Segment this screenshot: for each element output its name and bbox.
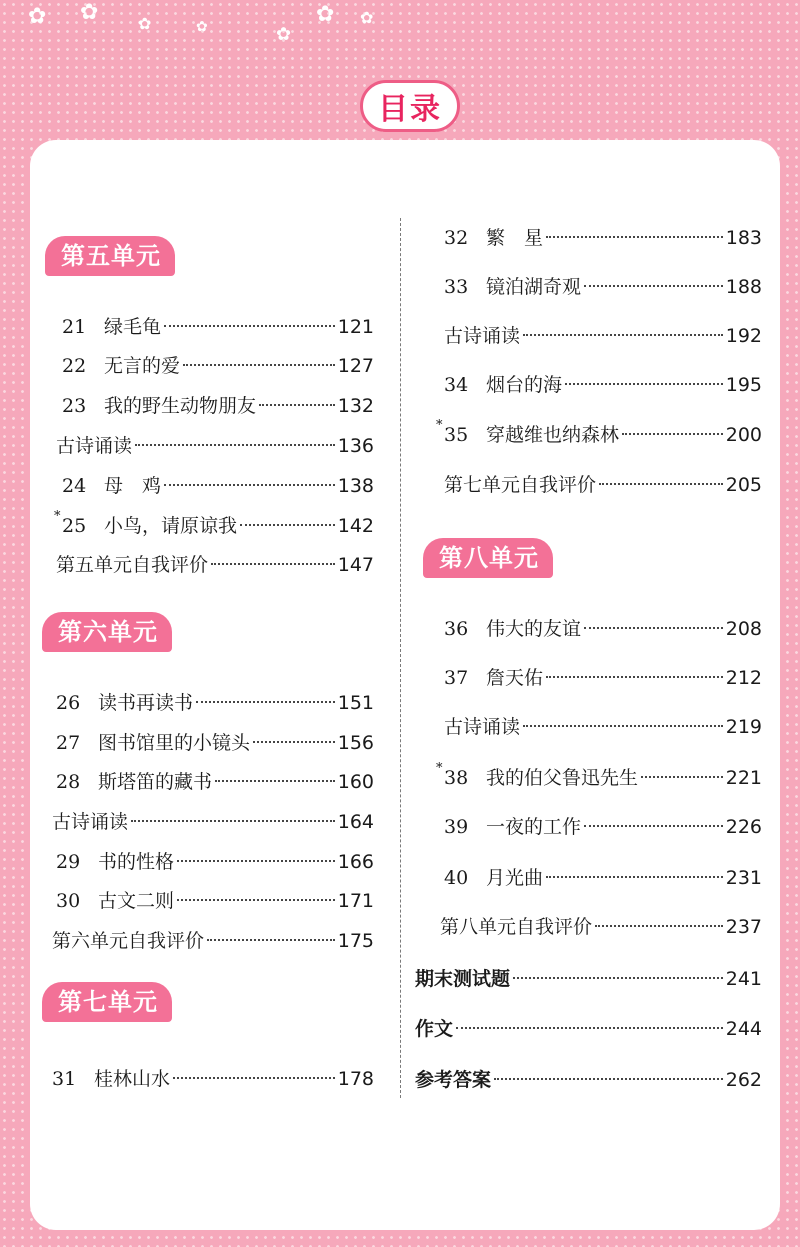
- dot-leader: [211, 563, 335, 565]
- entry-title: 书的性格: [98, 851, 175, 873]
- optional-star: *: [54, 509, 61, 524]
- entry-number: 39: [444, 816, 469, 838]
- dot-leader: [135, 444, 335, 446]
- dot-leader: [131, 820, 335, 822]
- entry-number: 26: [56, 692, 81, 714]
- entry-page: 212: [725, 667, 762, 689]
- toc-entry[interactable]: [56, 729, 374, 757]
- dot-leader: [546, 876, 723, 878]
- dot-leader: [584, 627, 723, 629]
- entry-page: 121: [337, 316, 374, 338]
- entry-title: 作文: [415, 1018, 454, 1040]
- entry-number: 23: [62, 395, 87, 417]
- entry-number: 21: [62, 316, 87, 338]
- toc-entry[interactable]: [56, 887, 374, 915]
- entry-title: 我的伯父鲁迅先生: [486, 767, 639, 789]
- toc-entry[interactable]: [56, 432, 374, 460]
- entry-title: 参考答案: [415, 1069, 492, 1091]
- entry-title: 图书馆里的小镜头: [98, 732, 251, 754]
- entry-page: 138: [337, 475, 374, 497]
- entry-title: 桂林山水: [94, 1068, 171, 1090]
- entry-title: 第七单元自我评价: [444, 474, 597, 496]
- entry-title: 古诗诵读: [444, 325, 521, 347]
- entry-title: 斯塔笛的藏书: [98, 771, 213, 793]
- entry-page: 132: [337, 395, 374, 417]
- entry-title: 我的野生动物朋友: [104, 395, 257, 417]
- entry-title: 古诗诵读: [56, 435, 133, 457]
- flower-icon: ✿: [316, 2, 335, 27]
- toc-entry[interactable]: [54, 509, 374, 540]
- entry-page: 147: [337, 554, 374, 576]
- entry-page: 156: [337, 732, 374, 754]
- entry-page: 205: [725, 474, 762, 496]
- entry-page: 183: [725, 227, 762, 249]
- flower-icon: ✿: [28, 4, 47, 29]
- toc-entry[interactable]: [62, 392, 374, 420]
- dot-leader: [215, 780, 335, 782]
- entry-page: 160: [337, 771, 374, 793]
- entry-page: 175: [337, 930, 374, 952]
- entry-title: 穿越维也纳森林: [486, 424, 620, 446]
- toc-entry[interactable]: [444, 813, 762, 841]
- flower-icon: ✿: [276, 24, 292, 45]
- entry-number: 31: [52, 1068, 77, 1090]
- unit-five-banner: 第五单元: [45, 236, 175, 276]
- entry-title: 读书再读书: [98, 692, 194, 714]
- entry-number: 28: [56, 771, 81, 793]
- unit-eight-banner: 第八单元: [423, 538, 553, 578]
- toc-entry[interactable]: [56, 689, 374, 717]
- entry-page: 219: [725, 716, 762, 738]
- entry-number: 37: [444, 667, 469, 689]
- toc-entry[interactable]: [56, 768, 374, 796]
- entry-page: 136: [337, 435, 374, 457]
- entry-number: * 25: [62, 512, 104, 540]
- dot-leader: [164, 484, 335, 486]
- toc-entry[interactable]: [444, 371, 762, 399]
- entry-page: 171: [337, 890, 374, 912]
- entry-title: 母 鸡: [104, 475, 162, 497]
- dot-leader: [177, 860, 335, 862]
- dot-leader: [177, 899, 335, 901]
- dot-leader: [183, 364, 335, 366]
- dot-leader: [523, 725, 723, 727]
- toc-entry[interactable]: [62, 313, 374, 341]
- entry-number: 34: [444, 374, 469, 396]
- toc-entry[interactable]: [52, 808, 374, 836]
- entry-title: 一夜的工作: [486, 816, 582, 838]
- toc-entry[interactable]: [52, 1065, 374, 1093]
- toc-entry[interactable]: [436, 418, 762, 449]
- flower-icon: ✿: [138, 14, 152, 33]
- entry-title: 古诗诵读: [444, 716, 521, 738]
- entry-title: 烟台的海: [486, 374, 563, 396]
- toc-entry[interactable]: [444, 273, 762, 301]
- entry-title: 伟大的友谊: [486, 618, 582, 640]
- dot-leader: [207, 939, 335, 941]
- entry-page: 221: [725, 767, 762, 789]
- entry-title: 第八单元自我评价: [440, 916, 593, 938]
- entry-number: * 38: [444, 764, 486, 792]
- entry-page: 237: [725, 916, 762, 938]
- entry-number: 36: [444, 618, 469, 640]
- page-title: 目录: [360, 80, 460, 132]
- dot-leader: [546, 676, 723, 678]
- entry-page: 244: [725, 1018, 762, 1040]
- dot-leader: [173, 1077, 335, 1079]
- entry-page: 178: [337, 1068, 374, 1090]
- dot-leader: [494, 1078, 723, 1080]
- entry-title: 月光曲: [486, 867, 544, 889]
- entry-title: 第六单元自我评价: [52, 930, 205, 952]
- column-divider: [400, 218, 401, 1098]
- toc-entry[interactable]: [415, 1066, 762, 1094]
- toc-entry[interactable]: [62, 352, 374, 380]
- entry-page: 262: [725, 1069, 762, 1091]
- toc-entry[interactable]: [415, 965, 762, 993]
- dot-leader: [584, 825, 723, 827]
- flower-icon: ✿: [80, 0, 99, 25]
- entry-number: * 35: [444, 421, 486, 449]
- entry-title: 詹天佑: [486, 667, 544, 689]
- entry-page: 164: [337, 811, 374, 833]
- toc-entry[interactable]: [444, 322, 762, 350]
- entry-page: 226: [725, 816, 762, 838]
- dot-leader: [565, 383, 723, 385]
- dot-leader: [641, 776, 723, 778]
- entry-number: 33: [444, 276, 469, 298]
- entry-title: 古诗诵读: [52, 811, 129, 833]
- dot-leader: [196, 701, 335, 703]
- optional-star: *: [436, 761, 443, 776]
- flower-icon: ✿: [196, 19, 208, 35]
- dot-leader: [253, 741, 335, 743]
- entry-title: 第五单元自我评价: [56, 554, 209, 576]
- dot-leader: [456, 1027, 723, 1029]
- dot-leader: [595, 925, 723, 927]
- dot-leader: [523, 334, 723, 336]
- dot-leader: [259, 404, 335, 406]
- entry-title: 无言的爱: [104, 355, 181, 377]
- toc-entry[interactable]: [444, 224, 762, 252]
- toc-entry[interactable]: [62, 472, 374, 500]
- optional-star: *: [436, 418, 443, 433]
- entry-number: 32: [444, 227, 469, 249]
- entry-number: 30: [56, 890, 81, 912]
- entry-page: 200: [725, 424, 762, 446]
- entry-title: 繁 星: [486, 227, 544, 249]
- dot-leader: [513, 977, 723, 979]
- entry-number: 22: [62, 355, 87, 377]
- entry-page: 208: [725, 618, 762, 640]
- entry-page: 231: [725, 867, 762, 889]
- toc-entry[interactable]: [436, 761, 762, 792]
- entry-page: 241: [725, 968, 762, 990]
- toc-entry[interactable]: [52, 927, 374, 955]
- dot-leader: [599, 483, 723, 485]
- entry-number: 29: [56, 851, 81, 873]
- entry-title: 绿毛龟: [104, 316, 162, 338]
- toc-entry[interactable]: [444, 713, 762, 741]
- entry-page: 127: [337, 355, 374, 377]
- dot-leader: [622, 433, 723, 435]
- entry-page: 195: [725, 374, 762, 396]
- entry-page: 192: [725, 325, 762, 347]
- toc-entry[interactable]: [440, 913, 762, 941]
- toc-entry[interactable]: [56, 848, 374, 876]
- entry-number: 24: [62, 475, 87, 497]
- toc-entry[interactable]: [444, 664, 762, 692]
- entry-title: 古文二则: [98, 890, 175, 912]
- toc-entry[interactable]: [56, 551, 374, 579]
- unit-six-banner: 第六单元: [42, 612, 172, 652]
- flower-icon: ✿: [360, 8, 374, 27]
- entry-number: 40: [444, 867, 469, 889]
- toc-entry[interactable]: [444, 615, 762, 643]
- entry-page: 188: [725, 276, 762, 298]
- entry-page: 142: [337, 515, 374, 537]
- dot-leader: [546, 236, 723, 238]
- entry-number: 27: [56, 732, 81, 754]
- unit-seven-banner: 第七单元: [42, 982, 172, 1022]
- entry-page: 151: [337, 692, 374, 714]
- dot-leader: [584, 285, 723, 287]
- entry-title: 期末测试题: [415, 968, 511, 990]
- entry-page: 166: [337, 851, 374, 873]
- dot-leader: [240, 524, 335, 526]
- toc-entry[interactable]: [444, 864, 762, 892]
- dot-leader: [164, 325, 335, 327]
- entry-title: 小鸟，请原谅我: [104, 515, 238, 537]
- entry-title: 镜泊湖奇观: [486, 276, 582, 298]
- toc-entry[interactable]: [415, 1015, 762, 1043]
- toc-entry[interactable]: [444, 471, 762, 499]
